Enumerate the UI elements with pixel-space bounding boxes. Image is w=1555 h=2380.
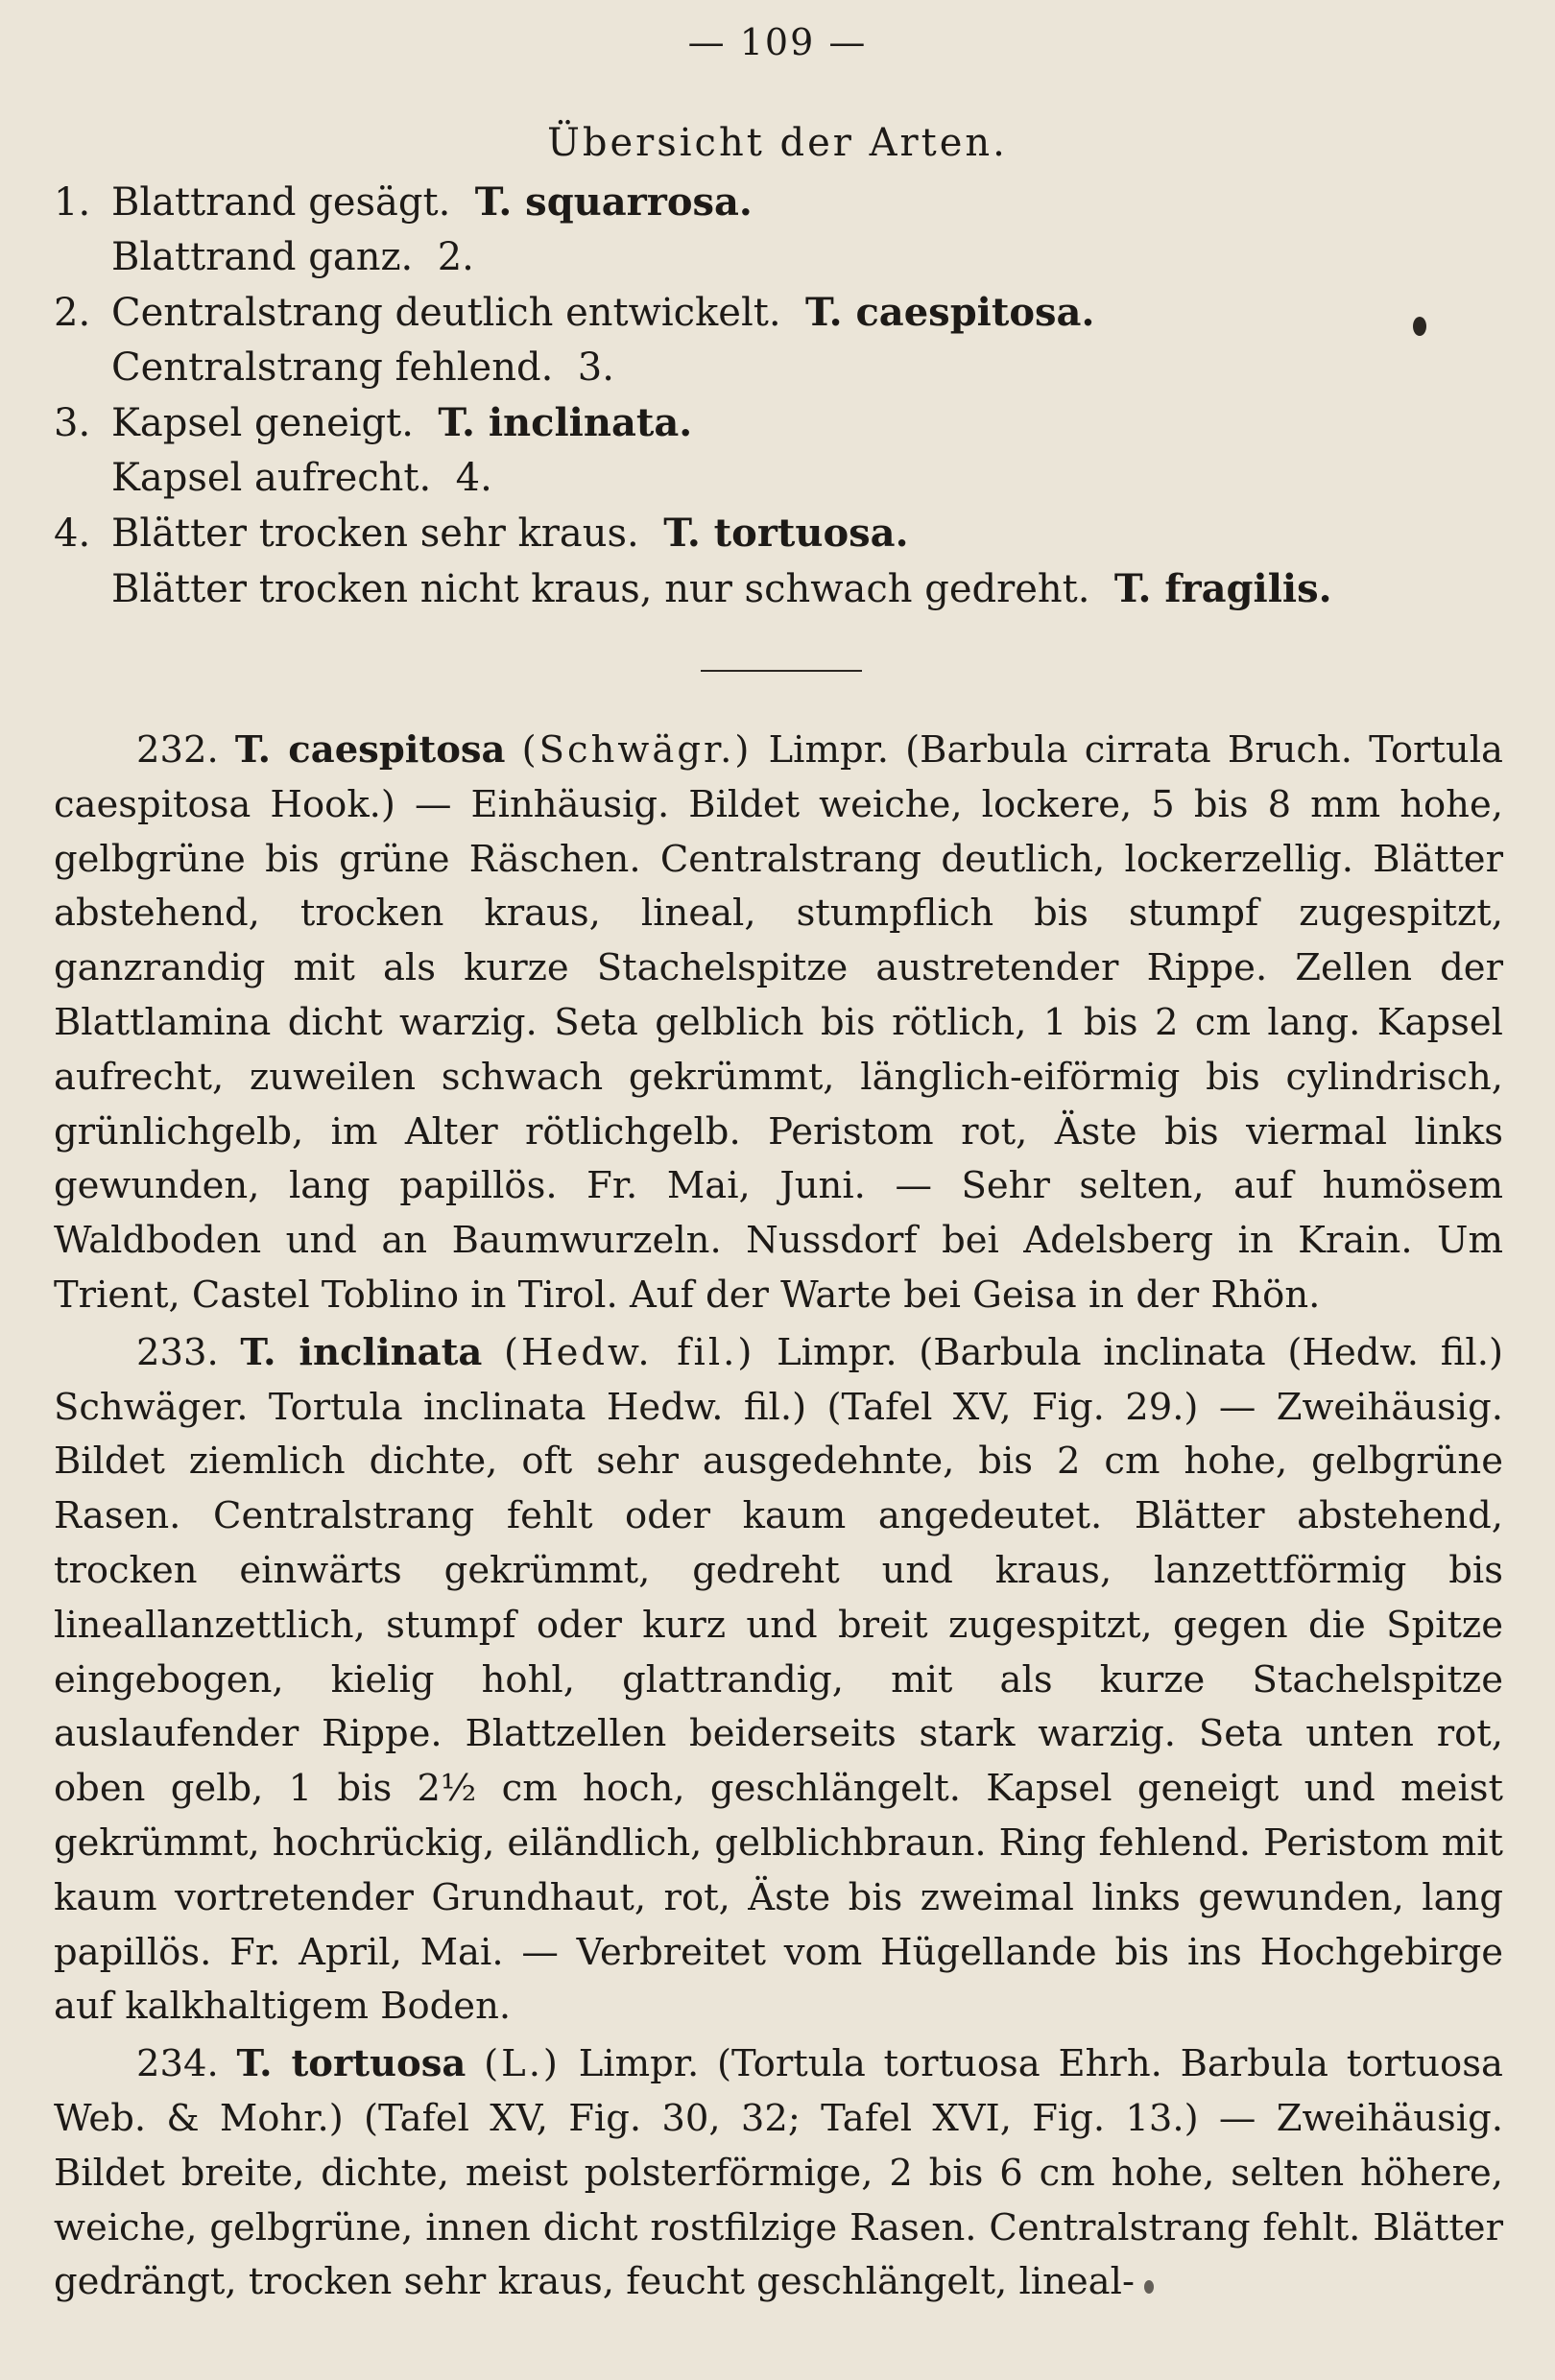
entry-number: 233. [136, 1330, 219, 1374]
key-criterion: Kapsel aufrecht. [111, 455, 432, 500]
key-result: 4. [455, 455, 492, 500]
key-line [54, 230, 1513, 286]
key-line [54, 451, 1513, 507]
key-result: T. fragilis. [1113, 565, 1332, 611]
key-criterion: Blattrand gesägt. [111, 180, 451, 225]
entry-number: 232. [136, 728, 219, 772]
key-criterion: Blätter trocken sehr kraus. [111, 512, 639, 556]
species-author: (Hedw. fil.) [503, 1330, 755, 1374]
key-result: T. caespitosa. [804, 290, 1095, 335]
key-step-number: 3. [54, 401, 91, 445]
species-description: Limpr. (Barbula cirrata Bruch. Tortula caespitosa Hook.) — Einhäusig. Bildet weiche, lockere, 5 bis 8 mm hohe, gelbgrüne bis grüne Räschen. Centralstrang deutlich, lockerzellig. Blätter abstehend, trocken kraus, lineal, stumpflich bis stumpf zugespitzt, ganzrandig mit als kurze Stachelspitze austretender Rippe. Zellen der Blattlamina dicht warzig. Seta gelblich bis rötlich, 1 bis 2 cm lang. Kapsel aufrecht, zuweilen schwach gekrümmt, länglich-eiförmig bis cylindrisch, grünlichgelb, im Alter rötlichgelb. Peristom rot, Äste bis viermal links gewunden, lang papillös. Fr. Mai, Juni. — Sehr selten, auf humösem Waldboden und an Baumwurzeln. Nussdorf bei Adelsberg in Krain. Um Trient, Castel Toblino in Tirol. Auf der Warte bei Geisa in der Rhön. [54, 728, 1503, 1317]
key-line [54, 561, 1513, 617]
ink-speck [1144, 2280, 1154, 2294]
species-author: (Schwägr.) [521, 728, 753, 772]
key-step-number: 1. [54, 180, 91, 225]
key-criterion: Centralstrang deutlich entwickelt. [111, 291, 781, 335]
key-line [54, 395, 1513, 451]
key-line [54, 175, 1513, 230]
key-line [54, 341, 1513, 396]
key-criterion: Blätter trocken nicht kraus, nur schwach gedreht. [111, 566, 1090, 611]
key-heading: Übersicht der Arten. [547, 121, 1008, 165]
key-line [54, 285, 1513, 341]
species-entry [54, 2037, 1503, 2310]
key-result: 2. [437, 234, 474, 279]
key-result: 3. [577, 345, 614, 390]
key-criterion: Centralstrang fehlend. [111, 345, 554, 390]
key-line [54, 506, 1513, 561]
entry-number: 234. [136, 2042, 219, 2086]
species-key [54, 175, 1513, 616]
species-name: T. caespitosa [234, 728, 506, 772]
key-result: T. inclinata. [438, 400, 693, 445]
species-name: T. inclinata [240, 1330, 483, 1374]
key-criterion: Kapsel geneigt. [111, 401, 414, 445]
key-result: T. tortuosa. [663, 511, 909, 556]
key-step-number: 2. [54, 291, 91, 335]
section-divider [701, 670, 862, 672]
species-description: Limpr. (Tortula tortuosa Ehrh. Barbula tortuosa Web. & Mohr.) (Tafel XV, Fig. 30, 32; Tafel XVI, Fig. 13.) — Zweihäusig. Bildet breite, dichte, meist polsterförmige, 2 bis 6 cm hohe, selten höhere, weiche, gelbgrüne, innen dicht rostfilzige Rasen. Centralstrang fehlt. Blätter gedrängt, trocken sehr kraus, feucht geschlängelt, lineal- [54, 2042, 1503, 2304]
species-descriptions [54, 724, 1503, 2313]
species-name: T. tortuosa [236, 2042, 466, 2086]
ink-speck [1413, 317, 1426, 336]
species-author: (L.) [484, 2042, 561, 2086]
key-result: T. squarrosa. [474, 179, 753, 225]
page-number: — 109 — [687, 21, 868, 63]
species-entry [54, 724, 1503, 1323]
species-description: Limpr. (Barbula inclinata (Hedw. fil.) Schwäger. Tortula inclinata Hedw. fil.) (Tafel XV, Fig. 29.) — Zweihäusig. Bildet ziemlich dichte, oft sehr ausgedehnte, bis 2 cm hohe, gelbgrüne Rasen. Centralstrang fehlt oder kaum angedeutet. Blätter abstehend, trocken einwärts gekrümmt, gedreht und kraus, lanzettförmig bis lineallanzettlich, stumpf oder kurz und breit zugespitzt, gegen die Spitze eingebogen, kielig hohl, glattrandig, mit als kurze Stachelspitze auslaufender Rippe. Blattzellen beiderseits stark warzig. Seta unten rot, oben gelb, 1 bis 2½ cm hoch, geschlängelt. Kapsel geneigt und meist gekrümmt, hochrückig, eiländlich, gelblichbraun. Ring fehlend. Peristom mit kaum vortretender Grundhaut, rot, Äste bis zweimal links gewunden, lang papillös. Fr. April, Mai. — Verbreitet vom Hügellande bis ins Hochgebirge auf kalkhaltigem Boden. [54, 1330, 1503, 2029]
species-entry [54, 1326, 1503, 2035]
key-criterion: Blattrand ganz. [111, 234, 414, 279]
key-step-number: 4. [54, 512, 91, 556]
